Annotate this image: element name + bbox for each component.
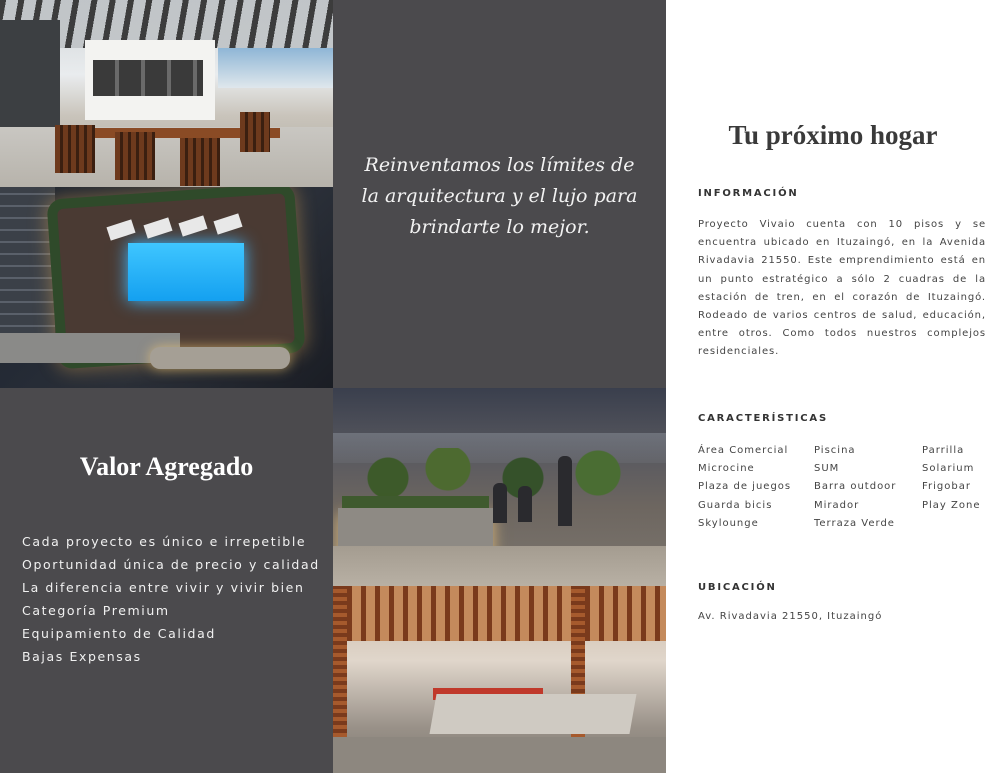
feature-item: Terraza Verde [814,517,895,529]
valor-agregado-list [22,530,320,668]
informacion-heading: INFORMACIÓN [698,188,799,199]
list-item: La diferencia entre vivir y vivir bien [22,580,305,595]
feature-item: Solarium [922,463,975,475]
valor-agregado-title: Valor Agregado [79,452,254,481]
list-item: Categoría Premium [22,603,170,618]
feature-item: Skylounge [698,517,759,529]
page-title: Tu próximo hogar [728,120,938,150]
valor-agregado-panel [0,388,333,773]
feature-item: Área Comercial [698,445,789,456]
feature-item: Parrilla [922,445,965,456]
pool-aerial-detail [0,187,333,388]
pergola-terrace-photo [333,586,666,773]
quote-panel [333,0,666,388]
list-item: Bajas Expensas [22,649,142,664]
list-item: Equipamiento de Calidad [22,626,216,641]
info-column [666,0,1000,773]
feature-item: Microcine [698,463,755,475]
terrace-restaurant-photo [0,0,333,187]
rooftop-night-photo [333,388,666,586]
feature-item: Guarda bicis [698,499,773,511]
ubicacion-address: Av. Rivadavia 21550, Ituzaingó [698,611,883,622]
feature-item: Plaza de juegos [698,481,792,493]
feature-item: Mirador [814,499,860,511]
feature-item: Play Zone [922,499,981,511]
feature-item [922,515,988,533]
ubicacion-heading: UBICACIÓN [698,582,777,593]
caracteristicas-heading: CARACTERÍSTICAS [698,413,828,424]
feature-item: Barra outdoor [814,481,897,493]
list-item: Oportunidad única de precio y calidad [22,557,320,572]
feature-item: Frigobar [922,481,971,493]
feature-item: SUM [814,463,840,475]
tagline-quote: Reinventamos los límites de la arquitectura y el lujo para brindarte lo mejor. [361,154,638,238]
caracteristicas-grid [698,442,988,533]
informacion-text: Proyecto Vivaio cuenta con 10 pisos y se encuentra ubicado en Ituzaingó, en la Avenida Rivadavia 21550. Este emprendimiento está en un punto estratégico a sólo 2 cuadras de la estación de tren, en el corazón de Ituzaingó. Rodeado de varios centros de salud, educación, entre otros. Como todos nuestros complejos residenciales. [698,219,986,358]
list-item: Cada proyecto es único e irrepetible [22,534,307,549]
feature-item: Piscina [814,445,856,456]
